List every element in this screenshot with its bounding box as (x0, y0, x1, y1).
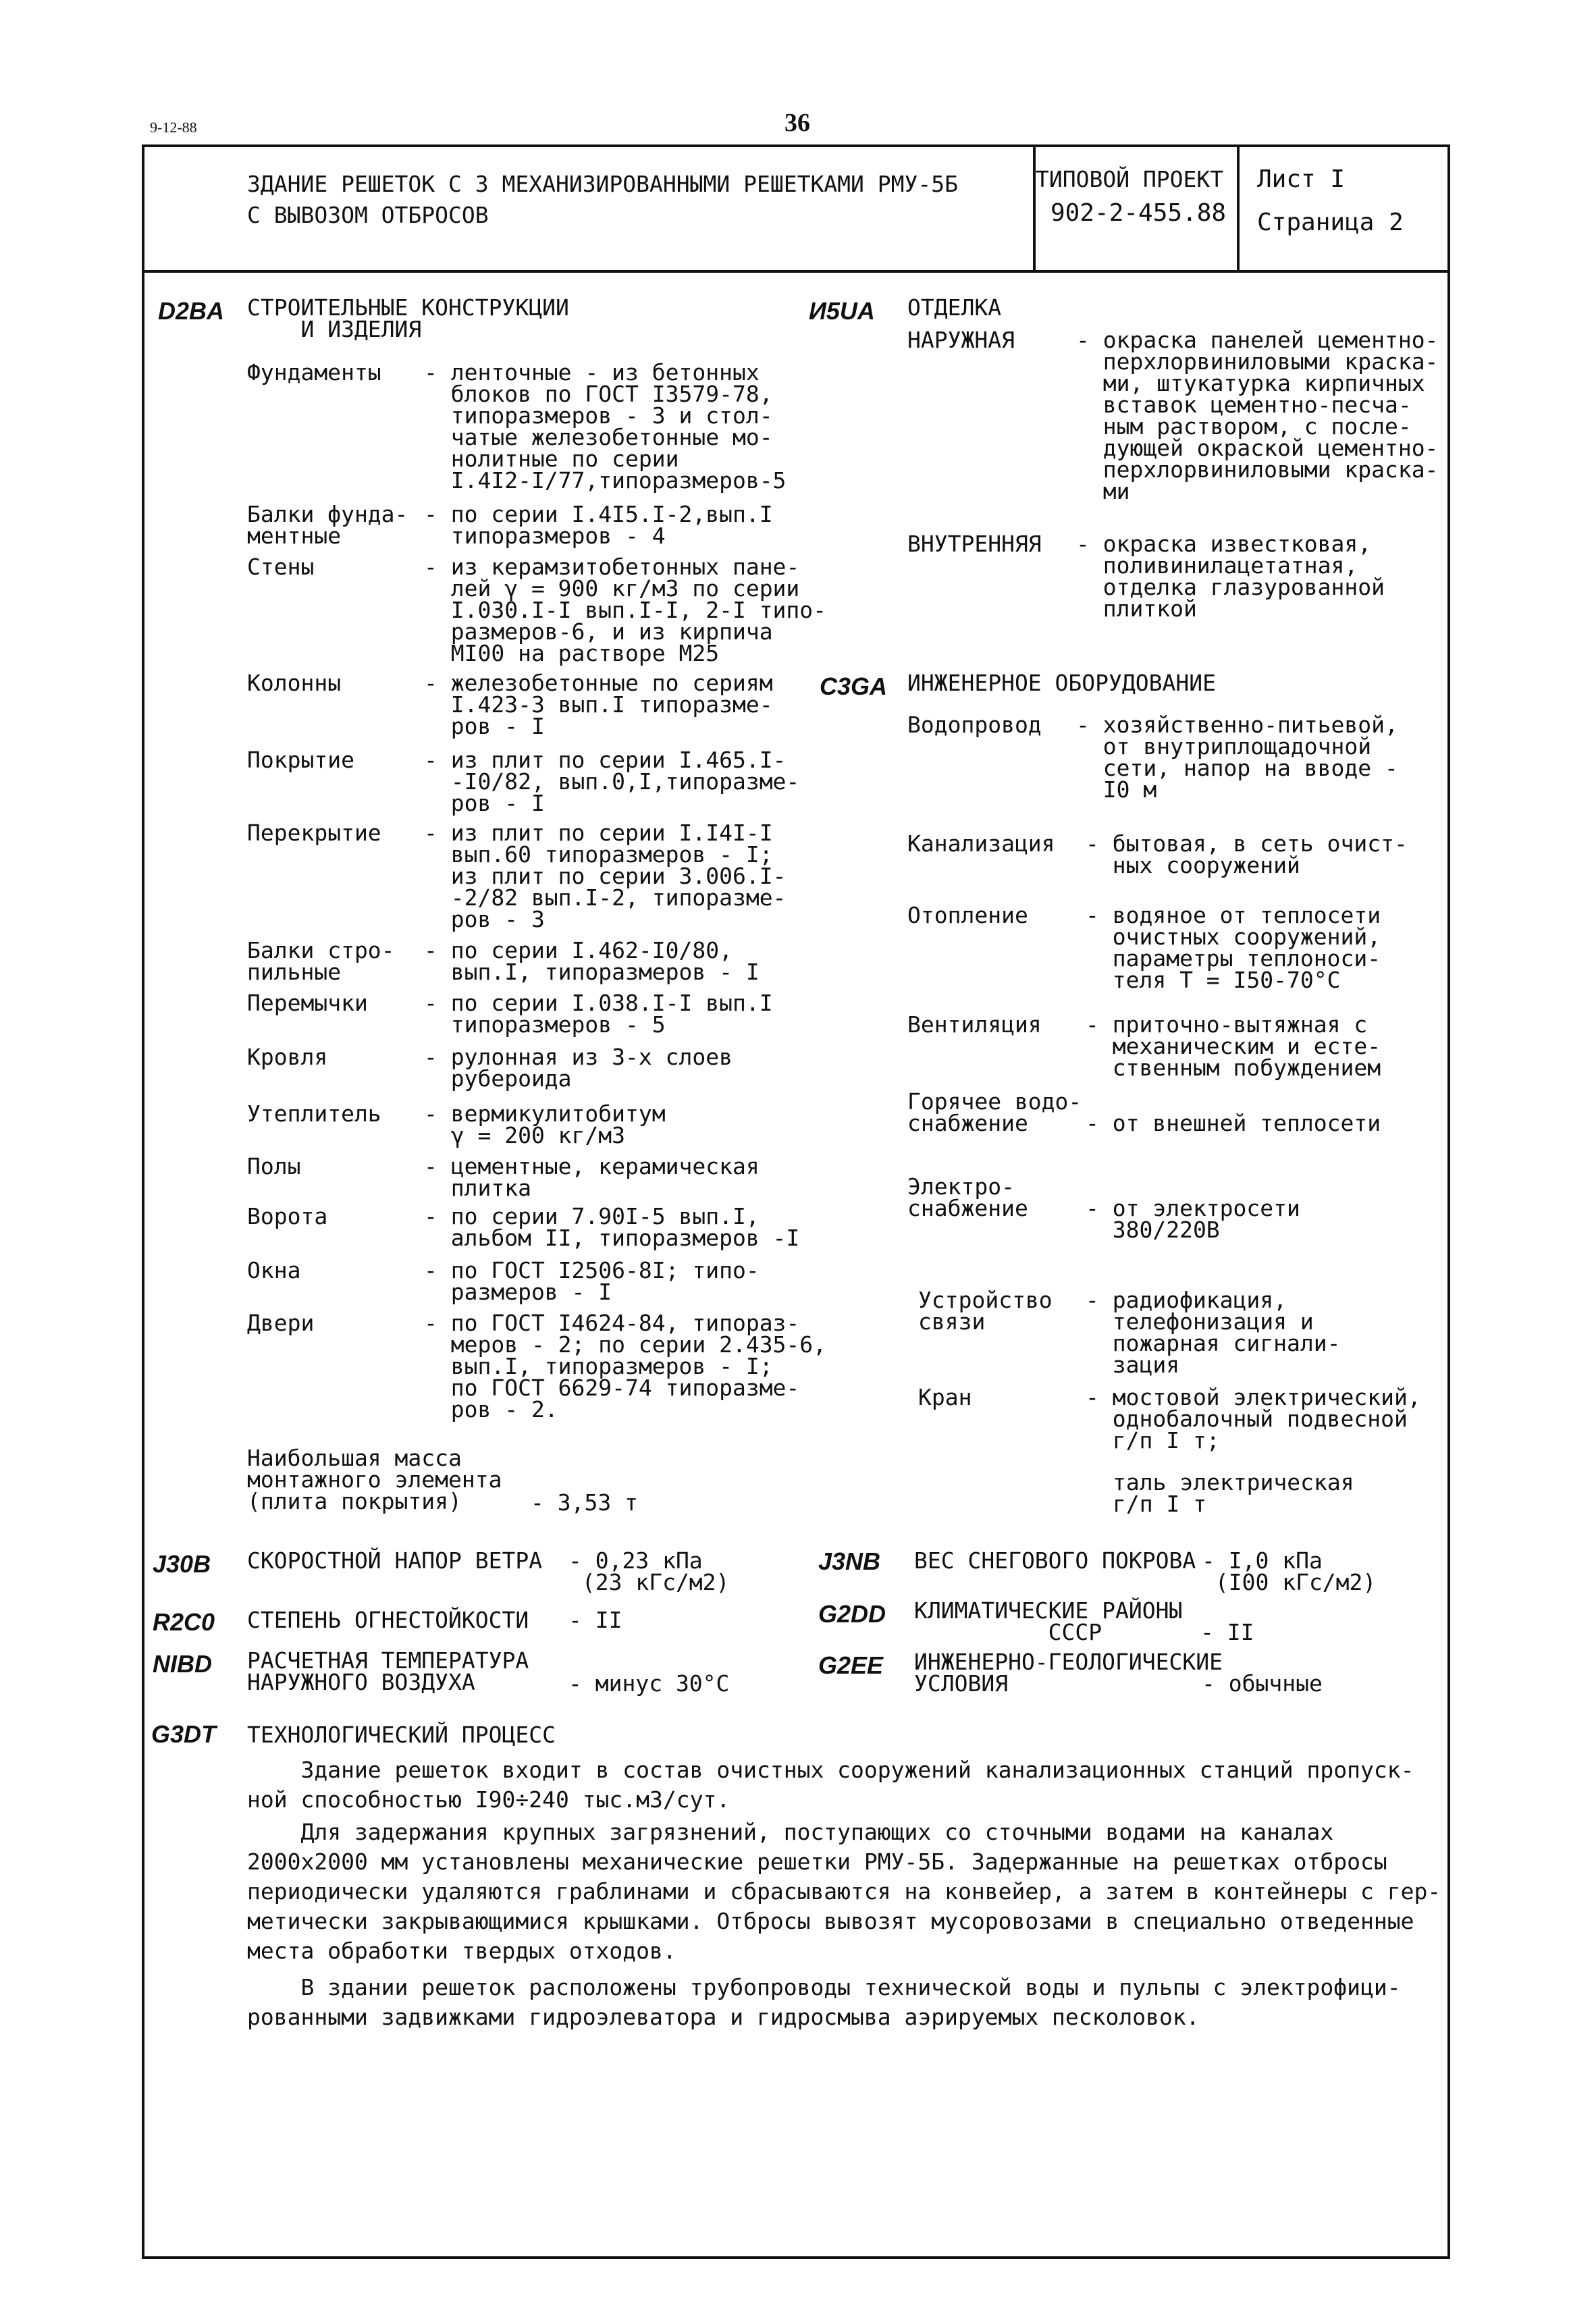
construction-heading: СТРОИТЕЛЬНЫЕ КОНСТРУКЦИИ И ИЗДЕЛИЯ (247, 294, 569, 342)
sheet-number: Лист I (1257, 165, 1346, 193)
equip-label-crane: Кран (918, 1384, 972, 1410)
param-value-snow: - I,0 кПа (I00 кГс/м2) (1202, 1547, 1377, 1595)
item-value-lintels: - по серии I.038.I-I вып.I типоразмеров - 5 (424, 990, 773, 1038)
param-label-climate: КЛИМАТИЧЕСКИЕ РАЙОНЫ СССР (914, 1597, 1183, 1645)
param-label-fire: СТЕПЕНЬ ОГНЕСТОЙКОСТИ (247, 1607, 529, 1633)
param-value-fire: - II (568, 1607, 622, 1633)
process-paragraph-2: Для задержания крупных загрязнений, поступающих со сточными водами на каналах 2000х2000 мм установлены механические решетки РМУ-5Б. Задержанные на решетках отбросы периодически удаляются граблинами и сбрасываются на конвейер, а затем в контейнеры с гер- метически закрывающимися крышками. Отбросы вывозят мусоровозами в специально отведенные места обработки твердых отходов. (247, 1819, 1441, 1964)
item-value-floors: - цементные, керамическая плитка (424, 1153, 760, 1201)
title-block-bottom-rule (142, 270, 1447, 273)
equip-label-communications: Устройство связи (918, 1287, 1053, 1335)
equip-value-ventilation: - приточно-вытяжная с механическим и есте- ственным побуждением (1086, 1011, 1381, 1081)
project-number: 902-2-455.88 (1050, 199, 1227, 227)
finish-label-interior: ВНУТРЕННЯЯ (907, 531, 1042, 557)
item-value-windows: - по ГОСТ I2506-8I; типо- размеров - I (424, 1257, 760, 1305)
finish-heading: ОТДЕЛКА (907, 294, 1002, 321)
page-label: Страница 2 (1257, 209, 1404, 236)
equip-label-ventilation: Вентиляция (907, 1011, 1042, 1038)
param-code-fire: R2C0 (153, 1608, 215, 1636)
param-code-temperature: NIBD (153, 1650, 212, 1678)
max-mass-value: - 3,53 т (531, 1489, 638, 1516)
param-code-wind: J30B (153, 1550, 211, 1578)
item-value-columns: - железобетонные по сериям I.423-3 вып.I типоразме- ров - I (424, 670, 773, 739)
item-value-doors: - по ГОСТ I4624-84, типораз- меров - 2; по серии 2.435-6, вып.I, типоразмеров - I; по ГОСТ 6629-74 типоразме- ров - 2. (424, 1310, 827, 1423)
param-value-wind: - 0,23 кПа (23 кГс/м2) (568, 1547, 730, 1595)
item-label-columns: Колонны (247, 670, 342, 696)
date-stamp: 9-12-88 (150, 119, 197, 136)
item-label-insulation: Утеплитель (247, 1100, 381, 1127)
param-label-snow: ВЕС СНЕГОВОГО ПОКРОВА (914, 1547, 1196, 1574)
param-label-wind: СКОРОСТНОЙ НАПОР ВЕТРА (247, 1547, 543, 1574)
equip-label-heating: Отопление (907, 902, 1028, 928)
finish-value-exterior: - окраска панелей цементно- перхлорвиниловыми краска- ми, штукатурка кирпичных вставок цементно-песча- ным раствором, с после- дующей окраской цементно- перхлорвиниловыми краска- ми (1076, 327, 1439, 504)
title-block-divider-1 (1033, 144, 1036, 271)
item-value-roof-slabs: - из плит по серии I.465.I- -I0/82, вып.0,I,типоразме- ров - I (424, 747, 800, 816)
page-number: 36 (784, 109, 810, 137)
item-label-roofing: Кровля (247, 1044, 328, 1070)
item-value-walls: - из керамзитобетонных пане- лей γ = 900 кг/м3 по серии I.030.I-I вып.I-I, 2-I типо- размеров-6, и из кирпича MI00 на растворе M25 (424, 554, 827, 666)
section-code-equipment: C3GA (820, 672, 888, 700)
section-code-process: G3DT (151, 1720, 217, 1748)
section-code-finish: И5UA (809, 297, 875, 325)
item-label-windows: Окна (247, 1257, 301, 1283)
section-code-construction: D2BA (158, 297, 225, 325)
param-label-geology: ИНЖЕНЕРНО-ГЕОЛОГИЧЕСКИЕ УСЛОВИЯ (914, 1649, 1223, 1697)
equip-value-communications: - радиофикация, телефонизация и пожарная сигнали- зация (1086, 1287, 1341, 1378)
item-value-gates: - по серии 7.90I-5 вып.I, альбом II, типоразмеров -I (424, 1203, 800, 1251)
process-heading: ТЕХНОЛОГИЧЕСКИЙ ПРОЦЕСС (247, 1722, 556, 1748)
title-block-divider-2 (1237, 144, 1240, 271)
item-label-gates: Ворота (247, 1203, 328, 1229)
item-label-floor-slabs: Перекрытие (247, 820, 381, 846)
title-block-title: ЗДАНИЕ РЕШЕТОК С 3 МЕХАНИЗИРОВАННЫМИ РЕШЕТКАМИ РМУ-5Б С ВЫВОЗОМ ОТБРОСОВ (247, 171, 958, 228)
equip-label-power: Электро- снабжение (907, 1173, 1028, 1221)
process-paragraph-3: В здании решеток расположены трубопроводы технической воды и пульпы с электрофици- рованными задвижками гидроэлеватора и гидросмыва аэрируемых песколовок. (247, 1974, 1401, 2030)
param-code-geology: G2EE (818, 1651, 884, 1679)
param-value-temperature: - минус 30°С (568, 1670, 730, 1697)
finish-label-exterior: НАРУЖНАЯ (907, 327, 1015, 353)
equip-label-hot-water: Горячее водо- снабжение (907, 1088, 1082, 1136)
item-value-foundation-beams: - по серии I.4I5.I-2,вып.I типоразмеров - 4 (424, 501, 773, 549)
item-label-lintels: Перемычки (247, 990, 368, 1016)
item-label-foundation-beams: Балки фунда- ментные (247, 501, 408, 549)
process-paragraph-1: Здание решеток входит в состав очистных сооружений канализационных станций пропуск- ной способностью I90÷240 тыс.м3/сут. (247, 1757, 1414, 1813)
equip-value-power: - от электросети 380/220В (1086, 1195, 1300, 1243)
param-code-snow: J3NB (818, 1547, 881, 1575)
item-label-rafter-beams: Балки стро- пильные (247, 937, 395, 985)
project-label: ТИПОВОЙ ПРОЕКТ (1036, 166, 1224, 192)
equip-label-water: Водопровод (907, 712, 1042, 738)
equip-value-heating: - водяное от теплосети очистных сооружений, параметры теплоноси- теля Т = I50-70°С (1086, 902, 1381, 993)
item-label-floors: Полы (247, 1153, 301, 1179)
item-value-insulation: - вермикулитобитум γ = 200 кг/м3 (424, 1100, 666, 1148)
finish-value-interior: - окраска известковая, поливинилацетатная, отделка глазурованной плиткой (1076, 531, 1385, 622)
max-mass-label: Наибольшая масса монтажного элемента (плита покрытия) (247, 1445, 502, 1514)
equip-value-water: - хозяйственно-питьевой, от внутриплощадочной сети, напор на вводе - I0 м (1076, 712, 1398, 803)
param-value-climate: - II (1200, 1619, 1254, 1645)
item-label-foundations: Фундаменты (247, 359, 381, 386)
equipment-heading: ИНЖЕНЕРНОЕ ОБОРУДОВАНИЕ (907, 670, 1216, 696)
item-value-floor-slabs: - из плит по серии I.I4I-I вып.60 типоразмеров - I; из плит по серии 3.006.I- -2/82 вып.I-2, типоразме- ров - 3 (424, 820, 787, 932)
item-label-walls: Стены (247, 554, 315, 580)
item-value-rafter-beams: - по серии I.462-I0/80, вып.I, типоразмеров - I (424, 937, 760, 985)
item-label-roof-slabs: Покрытие (247, 747, 354, 773)
item-value-foundations: - ленточные - из бетонных блоков по ГОСТ I3579-78, типоразмеров - 3 и стол- чатые железобетонные мо- нолитные по серии I.4I2-I/77,типоразмеров-5 (424, 359, 787, 494)
equip-value-crane: - мостовой электрический, однобалочный подвесной г/п I т; (1086, 1384, 1421, 1454)
param-label-temperature: РАСЧЕТНАЯ ТЕМПЕРАТУРА НАРУЖНОГО ВОЗДУХА (247, 1647, 529, 1695)
item-value-roofing: - рулонная из 3-х слоев рубероида (424, 1044, 733, 1092)
equip-value-sewer: - бытовая, в сеть очист- ных сооружений (1086, 830, 1408, 878)
item-label-doors: Двери (247, 1310, 315, 1336)
param-value-geology: - обычные (1202, 1670, 1323, 1697)
param-code-climate: G2DD (818, 1600, 886, 1628)
equip-value-hot-water: - от внешней теплосети (1086, 1110, 1381, 1136)
equip-hoist: таль электрическая г/п I т (1113, 1469, 1354, 1517)
equip-label-sewer: Канализация (907, 830, 1055, 857)
